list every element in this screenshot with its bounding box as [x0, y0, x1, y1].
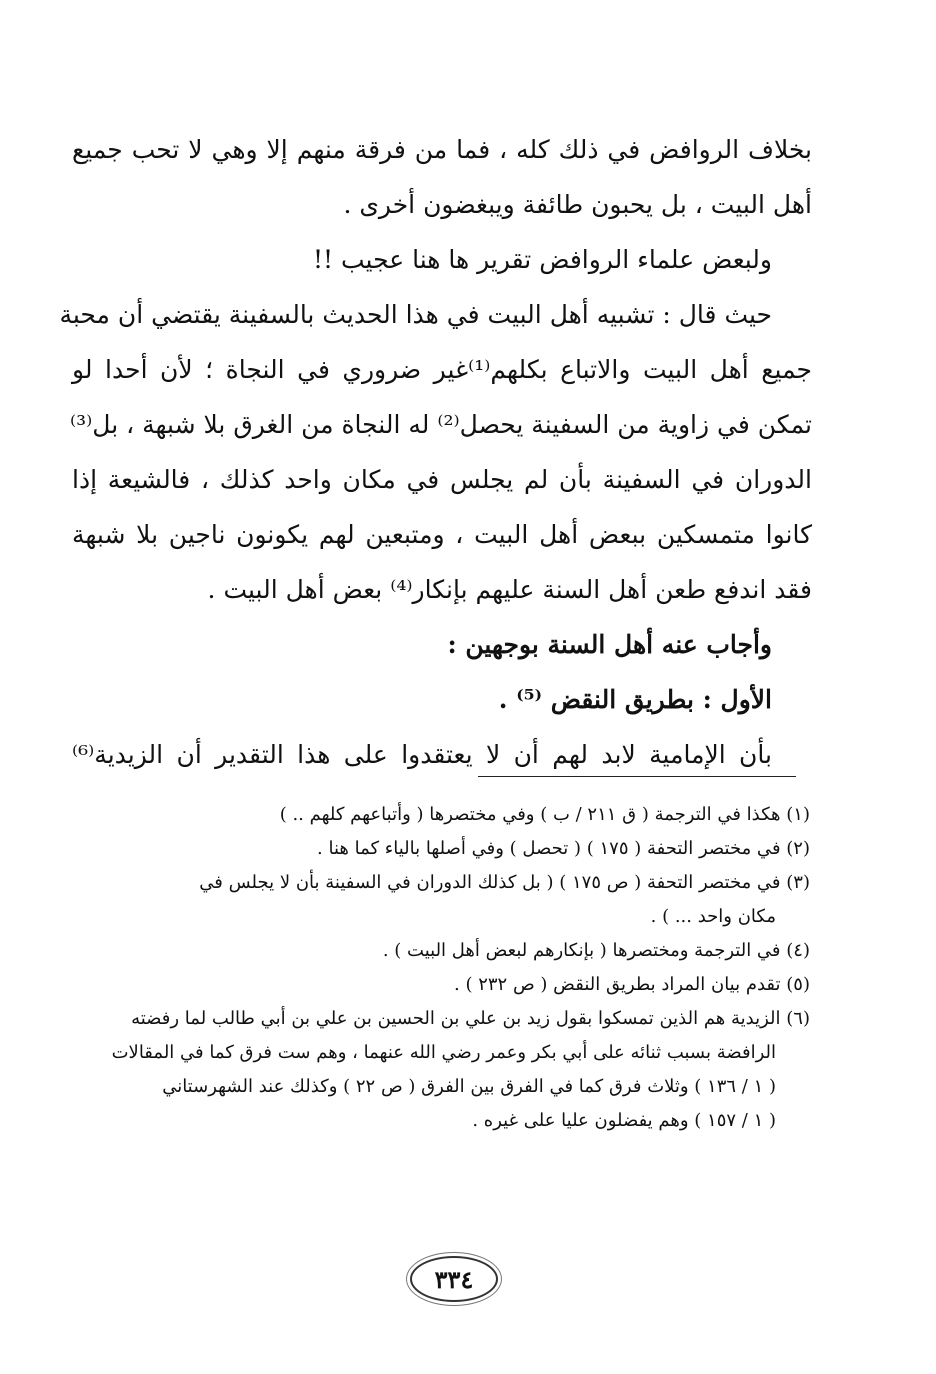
text-line: حيث قال : تشبيه أهل البيت في هذا الحديث بالسفينة يقتضي أن محبة — [59, 300, 772, 329]
section-heading: وأجاب عنه أهل السنة بوجهين : — [447, 630, 772, 659]
footnote-6-continuation: ( ١ / ١٥٧ ) وهم يفضلون عليا على غيره . — [472, 1110, 776, 1131]
footnote-3-continuation: مكان واحد ... ) . — [650, 906, 776, 927]
footnote-5: (٥) تقدم بيان المراد بطريق النقض ( ص ٢٣٢ ) . — [454, 974, 810, 995]
text-line: الدوران في السفينة بأن لم يجلس في مكان واحد كذلك ، فالشيعة إذا — [72, 465, 812, 494]
footnote-6-continuation: ( ١ / ١٣٦ ) وثلاث فرق كما في الفرق بين الفرق ( ص ٢٢ ) وكذلك عند الشهرستاني — [162, 1076, 776, 1097]
footnote-3: (٣) في مختصر التحفة ( ص ١٧٥ ) ( بل كذلك الدوران في السفينة بأن لا يجلس في — [199, 872, 810, 893]
sub-heading: الأول : بطريق النقض ⁽⁵⁾ . — [498, 685, 772, 714]
footnote-4: (٤) في الترجمة ومختصرها ( بإنكارهم لبعض أهل البيت ) . — [382, 940, 810, 961]
text-line: ولبعض علماء الروافض تقرير ها هنا عجيب !! — [312, 245, 772, 274]
footnotes — [82, 798, 810, 1138]
footnote-6-continuation: الرافضة بسبب ثنائه على أبي بكر وعمر رضي الله عنهما ، وهم ست فرق كما في المقالات — [111, 1042, 776, 1063]
footnote-2: (٢) في مختصر التحفة ( ١٧٥ ) ( تحصل ) وفي أصلها بالياء كما هنا . — [317, 838, 810, 859]
text-line: أهل البيت ، بل يحبون طائفة ويبغضون أخرى . — [343, 190, 812, 219]
main-text — [59, 122, 812, 782]
text-line: تمكن في زاوية من السفينة يحصل⁽²⁾ له النجاة من الغرق بلا شبهة ، بل⁽³⁾ — [69, 410, 812, 439]
text-line: فقد اندفع طعن أهل السنة عليهم بإنكار⁽⁴⁾ بعض أهل البيت . — [207, 575, 812, 604]
page-number: ٣٣٤ — [410, 1256, 498, 1302]
text-line: بأن الإمامية لابد لهم أن لا يعتقدوا على هذا التقدير أن الزيدية⁽⁶⁾ — [72, 740, 772, 769]
text-line: بخلاف الروافض في ذلك كله ، فما من فرقة منهم إلا وهي لا تحب جميع — [72, 135, 812, 164]
footnote-1: (١) هكذا في الترجمة ( ق ٢١١ / ب ) وفي مختصرها ( وأتباعهم كلهم .. ) — [279, 804, 810, 825]
footnote-6: (٦) الزيدية هم الذين تمسكوا بقول زيد بن علي بن الحسين بن علي بن أبي طالب لما رفضته — [131, 1008, 810, 1029]
text-line: جميع أهل البيت والاتباع بكلهم⁽¹⁾غير ضروري في النجاة ؛ لأن أحدا لو — [72, 355, 812, 384]
footnote-separator — [478, 776, 796, 777]
text-line: كانوا متمسكين ببعض أهل البيت ، ومتبعين لهم يكونون ناجين بلا شبهة — [72, 520, 812, 549]
